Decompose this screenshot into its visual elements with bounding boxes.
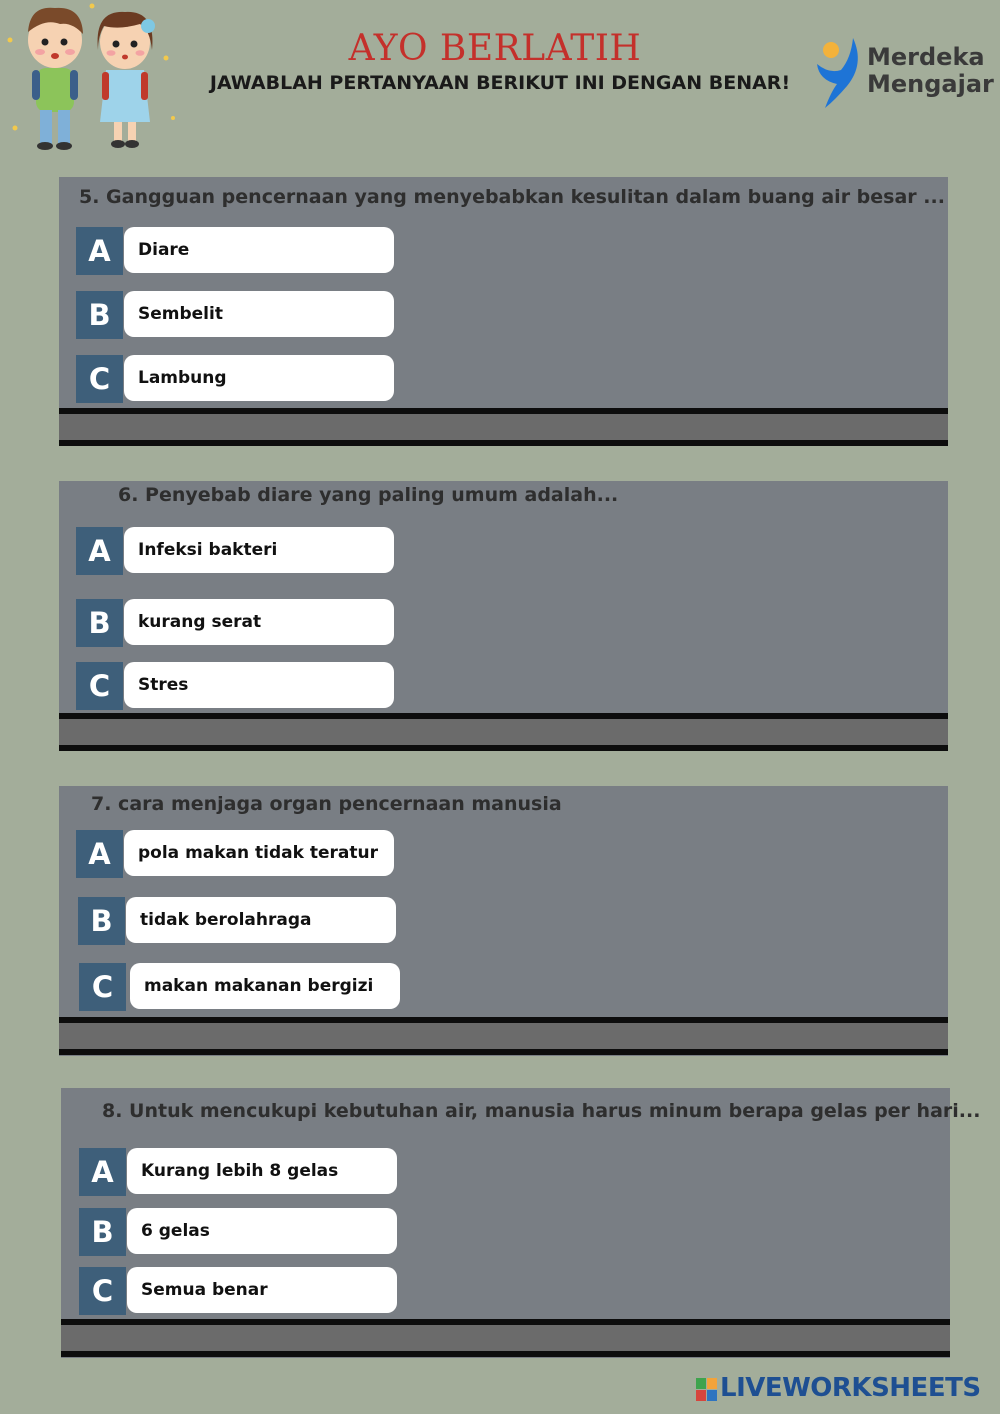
answer-field[interactable]: pola makan tidak teratur <box>124 830 394 876</box>
merdeka-mengajar-logo <box>805 34 1000 114</box>
answer-field[interactable]: Diare <box>124 227 394 273</box>
answer-field[interactable]: tidak berolahraga <box>126 897 396 943</box>
boy-figure <box>28 8 83 150</box>
girl-figure <box>98 12 155 148</box>
page-title: AYO BERLATIH <box>348 28 642 69</box>
option-letter: C <box>76 662 123 710</box>
option-letter: A <box>76 227 123 275</box>
divider-strip <box>61 1319 950 1357</box>
liveworksheets-brand[interactable] <box>696 1373 996 1407</box>
option-letter: C <box>76 355 123 403</box>
answer-field[interactable]: 6 gelas <box>127 1208 397 1254</box>
question-panel <box>61 1088 981 1358</box>
divider-strip <box>59 408 948 446</box>
question-text: 7. cara menjaga organ pencernaan manusia <box>91 793 562 815</box>
option-letter: A <box>79 1148 126 1196</box>
option-letter: C <box>79 963 126 1011</box>
page-subtitle: JAWABLAH PERTANYAAN BERIKUT INI DENGAN BENAR! <box>209 72 791 94</box>
merdeka-mengajar-logo-icon <box>811 34 867 112</box>
answer-field[interactable]: Kurang lebih 8 gelas <box>127 1148 397 1194</box>
answer-field[interactable]: makan makanan bergizi <box>130 963 400 1009</box>
logo-text-line2: Mengajar <box>867 70 994 98</box>
answer-field[interactable]: Stres <box>124 662 394 708</box>
option-letter: C <box>79 1267 126 1315</box>
answer-field[interactable]: Semua benar <box>127 1267 397 1313</box>
option-letter: B <box>78 897 125 945</box>
option-letter: A <box>76 527 123 575</box>
question-text: 5. Gangguan pencernaan yang menyebabkan kesulitan dalam buang air besar ... <box>79 186 945 208</box>
kids-illustration <box>0 0 180 155</box>
liveworksheets-text: LIVEWORKSHEETS <box>720 1373 981 1403</box>
question-text: 8. Untuk mencukupi kebutuhan air, manusia harus minum berapa gelas per hari... <box>102 1100 981 1122</box>
answer-field[interactable]: Infeksi bakteri <box>124 527 394 573</box>
question-panel <box>59 786 948 1056</box>
logo-text-line1: Merdeka <box>867 43 985 71</box>
option-letter: B <box>79 1208 126 1256</box>
question-panel <box>59 177 948 446</box>
option-letter: B <box>76 291 123 339</box>
answer-field[interactable]: kurang serat <box>124 599 394 645</box>
question-panel <box>59 481 948 751</box>
divider-strip <box>59 713 948 751</box>
option-letter: A <box>76 830 123 878</box>
divider-strip <box>59 1017 948 1055</box>
option-letter: B <box>76 599 123 647</box>
question-text: 6. Penyebab diare yang paling umum adalah... <box>118 484 619 506</box>
answer-field[interactable]: Sembelit <box>124 291 394 337</box>
liveworksheets-logo-icon <box>696 1378 718 1402</box>
answer-field[interactable]: Lambung <box>124 355 394 401</box>
